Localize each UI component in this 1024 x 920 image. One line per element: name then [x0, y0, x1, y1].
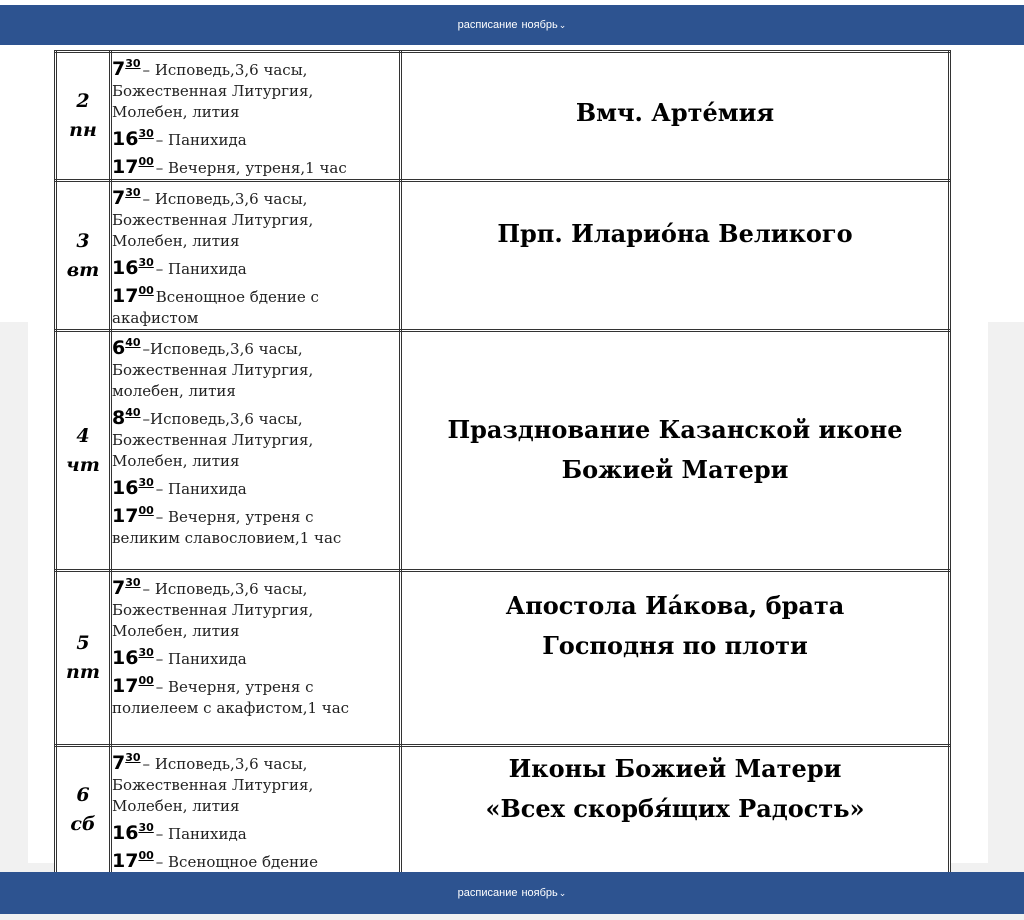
service-minutes: 00 — [138, 674, 154, 687]
service-description-line: Молебен, лития — [112, 232, 240, 250]
month-dropdown[interactable] — [521, 19, 566, 31]
service-description: –Исповедь,3,6 часы, — [142, 410, 303, 428]
feast-cell — [401, 331, 950, 571]
service-entry — [112, 332, 399, 402]
month-label: ноябрь — [521, 19, 558, 31]
feast-title-line: Божией Матери — [561, 455, 789, 484]
service-description: – Исповедь,3,6 часы, — [142, 580, 308, 598]
service-description-line: Божественная Литургия, — [112, 211, 314, 229]
service-minutes: 40 — [125, 336, 141, 349]
service-minutes: 30 — [125, 576, 141, 589]
service-entry — [112, 572, 399, 642]
service-hour: 16 — [112, 647, 139, 669]
feast-title — [402, 53, 948, 133]
service-minutes: 40 — [125, 406, 141, 419]
feast-cell — [401, 746, 950, 875]
top-nav-bar — [0, 5, 1024, 45]
service-entry — [112, 845, 399, 873]
feast-cell — [401, 571, 950, 746]
chevron-down-icon: ⌄ — [558, 888, 567, 898]
schedule-table — [54, 50, 951, 876]
service-hour: 7 — [112, 187, 126, 209]
day-cell — [56, 746, 111, 875]
service-description: – Вечерня, утреня с — [155, 508, 314, 526]
service-minutes: 30 — [138, 821, 154, 834]
day-number: 6 — [76, 784, 90, 806]
service-hour: 16 — [112, 822, 139, 844]
service-description: –Исповедь,3,6 часы, — [142, 340, 303, 358]
service-entry — [112, 252, 399, 280]
service-hour: 17 — [112, 505, 139, 527]
service-minutes: 30 — [125, 57, 141, 70]
service-description-line: великим славословием,1 час — [112, 529, 342, 547]
service-minutes: 00 — [138, 155, 154, 168]
service-description-line: Божественная Литургия, — [112, 601, 314, 619]
service-description-line: полиелеем с акафистом,1 час — [112, 699, 350, 717]
weekday: пт — [66, 661, 100, 683]
service-hour: 17 — [112, 285, 139, 307]
feast-cell — [401, 52, 950, 181]
feast-title-line: Иконы Божией Матери — [508, 754, 842, 783]
feast-title — [402, 572, 948, 666]
day-number: 5 — [76, 632, 90, 654]
service-hour: 16 — [112, 257, 139, 279]
service-minutes: 00 — [138, 504, 154, 517]
service-entry — [112, 670, 399, 719]
chevron-down-icon: ⌄ — [558, 20, 567, 30]
service-description-line: Молебен, лития — [112, 452, 240, 470]
feast-title-line: Апостола Иа́кова, брата — [505, 591, 845, 620]
schedule-row — [56, 331, 950, 571]
service-minutes: 00 — [138, 849, 154, 862]
schedule-row — [56, 52, 950, 181]
service-description-line: Божественная Литургия, — [112, 361, 314, 379]
day-number: 3 — [76, 229, 90, 252]
feast-cell — [401, 181, 950, 331]
service-minutes: 30 — [125, 751, 141, 764]
service-minutes: 30 — [125, 186, 141, 199]
service-entry — [112, 500, 399, 549]
schedule-row — [56, 571, 950, 746]
day-cell — [56, 181, 111, 331]
service-entry — [112, 402, 399, 472]
weekday: вт — [66, 258, 100, 281]
services-cell — [111, 181, 401, 331]
service-hour: 17 — [112, 850, 139, 872]
service-hour: 7 — [112, 752, 126, 774]
day-cell — [56, 571, 111, 746]
day-number: 2 — [76, 90, 90, 112]
month-label-bottom: ноябрь — [521, 887, 558, 899]
service-description-line: Молебен, лития — [112, 622, 240, 640]
service-entry — [112, 123, 399, 151]
service-description: – Вечерня, утреня с — [155, 678, 314, 696]
feast-title-line: «Всех скорбя́щих Радость» — [485, 794, 865, 823]
service-entry — [112, 280, 399, 329]
service-hour: 17 — [112, 156, 139, 178]
service-hour: 6 — [112, 337, 126, 359]
service-description: – Исповедь,3,6 часы, — [142, 61, 308, 79]
day-number: 4 — [76, 424, 90, 447]
service-hour: 8 — [112, 407, 126, 429]
service-description-line: Божественная Литургия, — [112, 82, 314, 100]
service-description: – Исповедь,3,6 часы, — [142, 755, 308, 773]
service-hour: 16 — [112, 128, 139, 150]
feast-title-line: Вмч. Арте́мия — [575, 98, 775, 127]
service-description-line: Молебен, лития — [112, 797, 240, 815]
service-description-line: Божественная Литургия, — [112, 776, 314, 794]
service-description: – Панихида — [155, 260, 247, 278]
feast-title-line: Прп. Иларио́на Великого — [497, 219, 853, 248]
feast-title-line: Господня по плоти — [542, 631, 808, 660]
day-cell — [56, 52, 111, 181]
service-description: – Панихида — [155, 825, 247, 843]
service-hour: 7 — [112, 58, 126, 80]
service-entry — [112, 151, 399, 179]
service-hour: 16 — [112, 477, 139, 499]
feast-title — [402, 332, 948, 490]
service-description-line: молебен, лития — [112, 382, 236, 400]
service-entry — [112, 182, 399, 252]
service-description: Всенощное бдение с — [155, 288, 319, 306]
weekday: пн — [69, 119, 97, 141]
service-entry — [112, 817, 399, 845]
schedule-link[interactable]: расписание — [457, 19, 518, 31]
service-hour: 17 — [112, 675, 139, 697]
feast-title-line: Празднование Казанской иконе — [447, 415, 903, 444]
service-description-line: акафистом — [112, 309, 199, 327]
weekday: чт — [66, 453, 100, 476]
service-minutes: 30 — [138, 476, 154, 489]
feast-title — [402, 182, 948, 254]
service-entry — [112, 747, 399, 817]
services-cell — [111, 571, 401, 746]
service-description: – Панихида — [155, 131, 247, 149]
bottom-nav-bar — [0, 872, 1024, 914]
service-minutes: 30 — [138, 256, 154, 269]
schedule-row — [56, 181, 950, 331]
schedule-link-bottom[interactable]: расписание — [457, 887, 518, 899]
service-hour: 7 — [112, 577, 126, 599]
service-entry — [112, 472, 399, 500]
weekday: сб — [70, 813, 96, 835]
service-description: – Всенощное бдение — [155, 853, 318, 871]
services-cell — [111, 746, 401, 875]
service-description: – Исповедь,3,6 часы, — [142, 190, 308, 208]
service-description: – Панихида — [155, 650, 247, 668]
service-minutes: 30 — [138, 127, 154, 140]
schedule-row — [56, 746, 950, 875]
service-description: – Вечерня, утреня,1 час — [155, 159, 347, 177]
feast-title — [402, 747, 948, 829]
service-entry — [112, 642, 399, 670]
service-minutes: 30 — [138, 646, 154, 659]
service-minutes: 00 — [138, 284, 154, 297]
month-dropdown-bottom[interactable] — [521, 887, 566, 899]
service-description-line: Божественная Литургия, — [112, 431, 314, 449]
services-cell — [111, 331, 401, 571]
service-description-line: Молебен, лития — [112, 103, 240, 121]
service-description: – Панихида — [155, 480, 247, 498]
service-entry — [112, 53, 399, 123]
day-cell — [56, 331, 111, 571]
services-cell — [111, 52, 401, 181]
